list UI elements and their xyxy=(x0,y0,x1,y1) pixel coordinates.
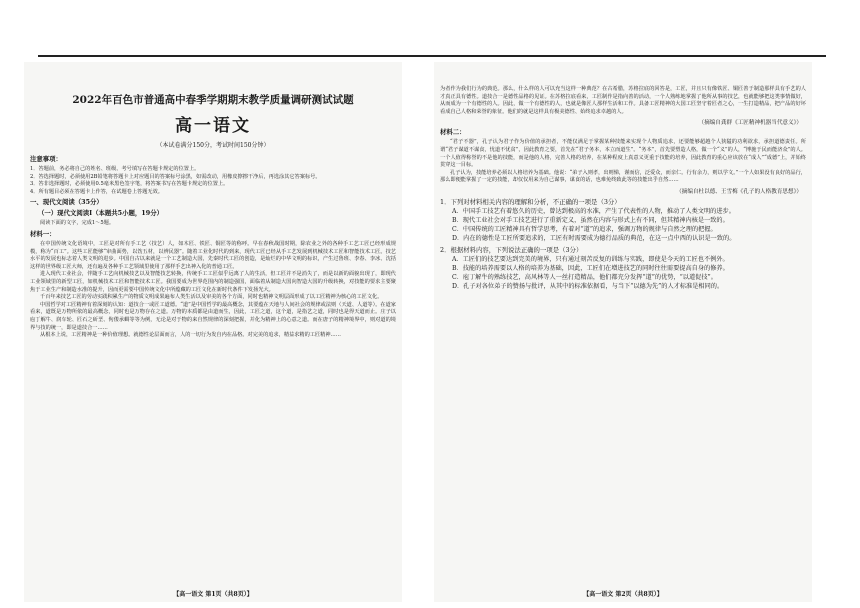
page-footer: 【高一语文 第1页（共8页）】 xyxy=(173,591,253,598)
paragraph: 在中国传统文化语境中，工匠是对所有手工艺（技艺）人，如木匠、铁匠、铜匠等的称呼。早在春秋战国时期，除农业之外的各种手工艺工匠已经形成规模，称为“百工”。这些工匠能够“审曲面势，以饬五材，以辨民器”。随着工业化时代的到来，现代工匠已经从手工艺发展到机械技术工匠和智能技术工匠。技艺水平的发展也标志着人类文明的进步。中国自古以来就是一个工艺制造大国，先秦时代工匠的创造，是灿烂的中华文明的标识，产生过鲁班、李春、李冰、沈括这样的世界级工匠大师，还有遍及各种手工艺领域里使用了那样手艺出神入化的普通工匠。 xyxy=(30,240,396,270)
question-option: A．中国手工技艺有着悠久的历史，曾达到极高的水准，产生了代表性的人物，推动了人类文明的进步。 xyxy=(452,207,735,215)
paragraph: 孔子认为，技能培养必须以人格培养为基础。他说：“弟子入则孝，出则悌，谨而信，泛爱众，而亲仁。行有余力，则以学文。”一个人如果没有良好的品行，那么即便能掌握了一定的技能，却仅仅用来为自己谋事，谋食的话，也难免终致此等的技能出乎自然…… xyxy=(440,169,806,184)
notice-item: 1．答题前，务必将自己的姓名、班级、考号填写在答题卡规定的位置上。 xyxy=(30,166,200,172)
question-option: C．庖丁解牛的熟练技艺，高风林等人一丝打造精品，他们都充分发挥“道”的优势，“以道促技”。 xyxy=(452,273,717,281)
question-option: D．内在的德性是工匠所要追求的，工匠有时需要成为德行品质的典范，在这一点中西的认识是一致的。 xyxy=(452,234,736,242)
notice-heading: 注意事项： xyxy=(30,155,62,163)
notice-item: 2．答选择题时，必须使用2B铅笔将答题卡上对应题目的答案标号涂黑，如需改动，用橡皮擦擦干净后，再选涂其它答案标号。 xyxy=(30,173,321,180)
paragraph: 中国哲学对工匠精神有着深刻的认知：道技合一或匠工道德。“道”是中国哲学的最高概念，其要蕴在天地与人间社会的规律或法则（天道、人道等）。在道家看来，道既是万物所依的最高概念，同时也是万物存在之道。万物的本质都是由道而生，因此，工匠之道，这个道，是指艺之道，同时也是得天道而止。庄子以庖丁解牛、润车轮、匠石之斫垩、佝偻承蜩等等为例，无论是对于物的来自然规律的深刻把握，并化为精神上的心意之道。而在唐子的精神境界中，则对道的境界与技的统一，即是道技合一…… xyxy=(30,301,396,331)
subject-title: 高一语文 xyxy=(175,116,251,136)
question-option: B．技能的培养需要以人格的培养为基础，因此，工匠们在增进技艺的同时往往需要提高自身的修养。 xyxy=(452,264,729,272)
material-label: 材料一： xyxy=(30,229,56,238)
exam-note: （本试卷满分150分，考试时间150分钟） xyxy=(156,142,270,149)
section-heading: 一、现代文阅读（35分） xyxy=(30,198,103,207)
citation: （摘编自杜以德、王雪梅《孔子的人格教育思想》） xyxy=(676,188,802,195)
exam-title: 2022年百色市普通高中春季学期期末教学质量调研测试试题 xyxy=(72,94,354,106)
page-left xyxy=(24,62,402,602)
section-subheading: （一）现代文阅读Ⅰ（本题共5小题，19分） xyxy=(38,209,163,218)
question-option: D．孔子对各位弟子的赞扬与批评，从其中的标准依据看，与当下“以德为先”的人才标准是相同的。 xyxy=(452,282,724,290)
paragraph: 进入现代工业社会，伴随手工艺向机械技艺以及智能技艺转换，传统手工工匠似乎远离了人的生活，但工匠并不是消失了，而是以新的面貌出现了，即现代工业领域里的新型工匠，如机械技术工匠和智能技术工匠。我国要成为世界范围内的制造强国，面临着从制造大国向智造大国的升级转换，对技能的要求主要聚焦于工业生产和制造水准的提升，因而更需要中国传统文化中所蕴藏的工匠文化在新时代条件下发扬光大。 xyxy=(30,271,396,293)
page-right xyxy=(434,62,812,602)
page-footer: 【高一语文 第2页（共8页）】 xyxy=(583,591,663,598)
material-label: 材料二： xyxy=(440,128,466,137)
notice-item: 3．答非选择题时，必须使用0.5毫米黑色签字笔，将答案书写在答题卡规定的位置上。 xyxy=(30,181,229,188)
paragraph: 从根本上说，工匠精神是一种价值理想。就德性论层面而言，人的一切行为发自内在品格。对完美的追求，精益求精的工匠精神…… xyxy=(40,332,341,339)
question-option: A．工匠们的技艺要达到完美的境界，只有通过刻苦反复的训练与实践，即使是今天的工匠也不例外。 xyxy=(452,255,729,263)
paragraph: “君子不器”，孔子认为君子作为价值的承担者，不能仅满足于掌握某种技能来实现个人物质追求，还要能够超越个人狭隘的功利欲求，承担道德责任。所谓“君子谋道不谋食，忧道不忧贫”，因此教育之要，首先在“君子务本，本立而道生”。“务本”，首先要塑造人格，做一个“义”的人，“博施于民而能济众”的人。一个人值得称誉的不是他的技能，而是他的人格，完善人格的培养，在某种程度上真意义更重于技能的培养，因此教育的重心应该放在“成人”“成德”上，并始终贯穿这一目标。 xyxy=(440,139,806,169)
top-rule xyxy=(38,55,826,57)
paragraph: 为者作为我们行为的典范。那么，什么样的人可以充当这样一种典范？在古希腊，苏格拉底的回答是，工匠，并且只有像铁匠、铜匠善于制造那样具有手艺的人才真正具有德性。道技合一是德性品格的见证。在苏格拉底看来，工匠制作是指向善的活动，一个人熟练地掌握了他所从事的技艺，也就能够把这类事情做好，从而成为一个有德性的人。因此，做一个有德性的人，也就是像匠人那样生活和工作。具备工匠精神的大国工匠坚守着匠者之心，一生打造精品，把产品的好坏看成自己人格和荣誉的象征。他们的就是这样具有极美德性、始终追求卓越的人。 xyxy=(440,86,806,115)
question-2: 2．根据材料内容，下列说法正确的一项是（3分） xyxy=(440,245,583,254)
instruction: 阅读下面的文字，完成1～5题。 xyxy=(40,220,115,227)
question-option: B．现代工业社会对手工技艺进行了重新定义，虽然在内容与形式上有不同，但其精神内核是一致的。 xyxy=(452,216,729,224)
citation: （摘编自龚群《工匠精神机器当代意义》） xyxy=(698,120,802,127)
paragraph: 千百年来技艺工匠的劳动实践积累生产的物质文明成果遍布人类生活以及审美的各个方面，同时也精神文明层面形成了以工匠精神为核心的工匠文化。 xyxy=(40,294,383,301)
question-option: C．中国传统的工匠精神具有哲学思考，有着对“道”的追求，强调万物的规律与自然之理的把握。 xyxy=(452,225,717,233)
notice-item: 4．所有题目必须在答题卡上作答，在试题卷上答题无效。 xyxy=(30,188,163,195)
question-1: 1．下列对材料相关内容的理解和分析，不正确的一项是（3分） xyxy=(440,197,621,206)
